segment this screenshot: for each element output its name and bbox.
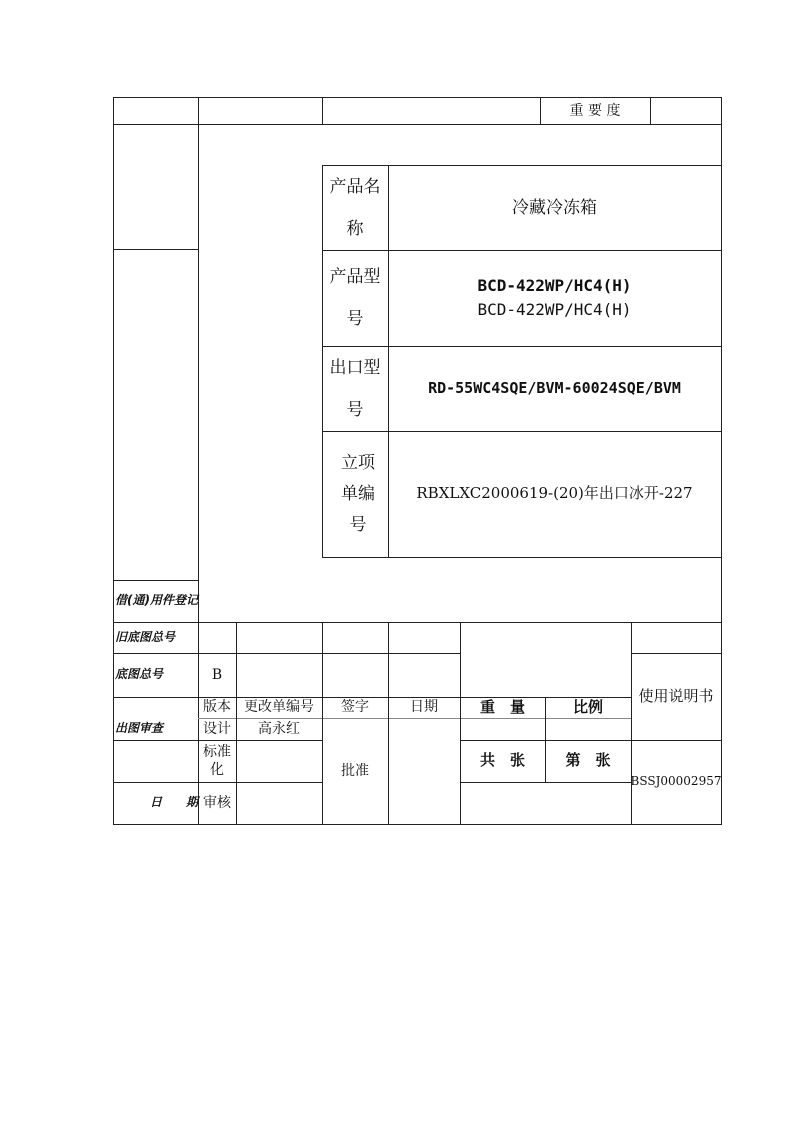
total-sheets-label: 共 张 xyxy=(479,751,525,770)
product-model-label: 产品型号 xyxy=(329,267,381,329)
export-model-value: RD-55WC4SQE/BVM-60024SQE/BVM xyxy=(428,378,681,397)
audit-label: 审核 xyxy=(203,794,231,811)
old-base-no-label: 旧底图总号 xyxy=(115,629,176,644)
date-header: 日期 xyxy=(410,699,438,716)
document-title: 使用说明书 xyxy=(638,686,714,705)
scale-label: 比例 xyxy=(572,697,603,716)
design-label: 设计 xyxy=(203,720,231,737)
project-no-value: RBXLXC2000619-(20)年出口冰开-227 xyxy=(416,484,693,503)
export-model-label: 出口型号 xyxy=(329,357,381,420)
designer-name: 高永红 xyxy=(258,720,300,737)
base-no-label: 底图总号 xyxy=(115,667,164,682)
sheet-no-label: 第 张 xyxy=(565,751,611,770)
review-label: 出图审查 xyxy=(115,721,164,736)
borrow-register-label: 借(通)用件登记 xyxy=(115,593,198,608)
document-number: BSSJ00002957 xyxy=(630,774,722,789)
sign-label: 签字 xyxy=(341,699,369,716)
version-value: B xyxy=(211,666,223,683)
version-label: 版本 xyxy=(203,699,231,716)
standard-label: 标准化 xyxy=(203,743,231,778)
approve-label: 批准 xyxy=(341,762,369,779)
weight-label: 重 量 xyxy=(479,697,525,716)
date-label: 日 期 xyxy=(149,795,198,810)
change-no-label: 更改单编号 xyxy=(244,699,314,716)
product-name-value: 冷藏冷冻箱 xyxy=(512,197,597,218)
project-no-label: 立项单编号 xyxy=(341,452,375,535)
product-model-value xyxy=(392,250,717,346)
product-name-label: 产品名称 xyxy=(329,176,381,239)
product-model-overlay: BCD-422WP/HC4(H) xyxy=(477,300,632,319)
product-model-bold: BCD-422WP/HC4(H) xyxy=(477,276,632,295)
importance-label: 重 要 度 xyxy=(569,102,621,119)
